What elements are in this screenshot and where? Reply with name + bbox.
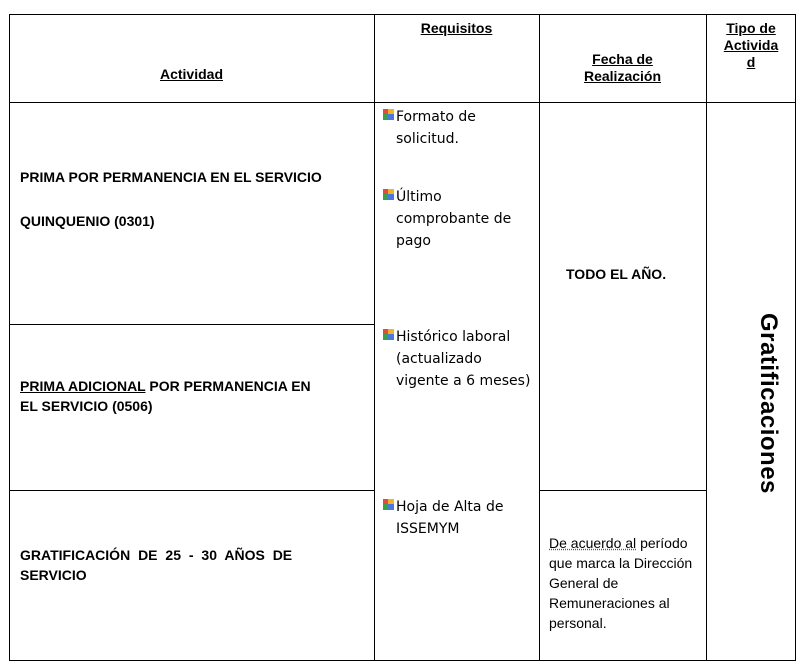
header-fecha — [539, 51, 706, 85]
header-tipo-line3: d — [746, 54, 756, 70]
row-divider-2 — [9, 490, 374, 491]
activity-row-2-line2: EL SERVICIO (0506) — [20, 398, 153, 414]
bullet-icon — [383, 189, 394, 200]
header-fecha-line2: Realización — [583, 68, 662, 84]
bullet-icon — [383, 329, 394, 340]
activity-row-3 — [20, 545, 292, 585]
activity-row-3-line1: GRATIFICACIÓN DE 25 - 30 AÑOS DE — [20, 547, 293, 563]
header-tipo-line2: Activida — [723, 37, 779, 53]
requisito-text: Último comprobante de pago — [396, 189, 512, 249]
row-divider-1 — [9, 324, 374, 325]
requisito-text: Histórico laboral (actualizado vigente a 6 meses) — [396, 329, 531, 389]
border-top — [9, 14, 796, 15]
tipo-gratificaciones: Gratificaciones — [755, 313, 782, 494]
activity-row-2-underlined: PRIMA ADICIONAL — [20, 378, 146, 394]
header-divider — [9, 102, 796, 103]
activity-row-2 — [20, 376, 311, 416]
fecha-note-a: De acuerdo al — [549, 535, 637, 551]
requisito-text: Formato de solicitud. — [396, 109, 476, 147]
requisito-item — [396, 106, 536, 150]
border-right — [795, 14, 796, 661]
activity-row-1 — [20, 155, 322, 243]
activity-row-2-line1 — [20, 376, 311, 396]
fecha-divider — [539, 490, 706, 491]
bullet-icon — [383, 109, 394, 120]
requisito-item — [396, 496, 536, 540]
header-requisitos: Requisitos — [420, 20, 493, 36]
col-divider-1 — [374, 14, 375, 661]
fecha-todo-el-ano: TODO EL AÑO. — [566, 266, 667, 282]
requisito-item — [396, 326, 536, 392]
header-tipo-line1: Tipo de — [726, 20, 776, 36]
border-left — [9, 14, 10, 661]
requisito-text: Hoja de Alta de ISSEMYM — [396, 499, 504, 537]
fecha-note — [549, 533, 711, 633]
border-bottom — [9, 660, 796, 661]
col-divider-2 — [539, 14, 540, 661]
header-actividad: Actividad — [159, 66, 223, 82]
requisito-item — [396, 186, 536, 252]
bullet-icon — [383, 499, 394, 510]
header-fecha-line1: Fecha de — [592, 51, 653, 67]
activity-row-1-line1: PRIMA POR PERMANENCIA EN EL SERVICIO — [20, 169, 322, 185]
fecha-note-b: período que marca la Dirección General de Remuneraciones al personal. — [549, 535, 693, 631]
activity-row-1-line2: QUINQUENIO (0301) — [20, 213, 155, 229]
header-tipo — [706, 20, 796, 71]
activity-row-3-line2: SERVICIO — [20, 567, 87, 583]
activity-row-2-rest: POR PERMANENCIA EN — [145, 378, 311, 394]
